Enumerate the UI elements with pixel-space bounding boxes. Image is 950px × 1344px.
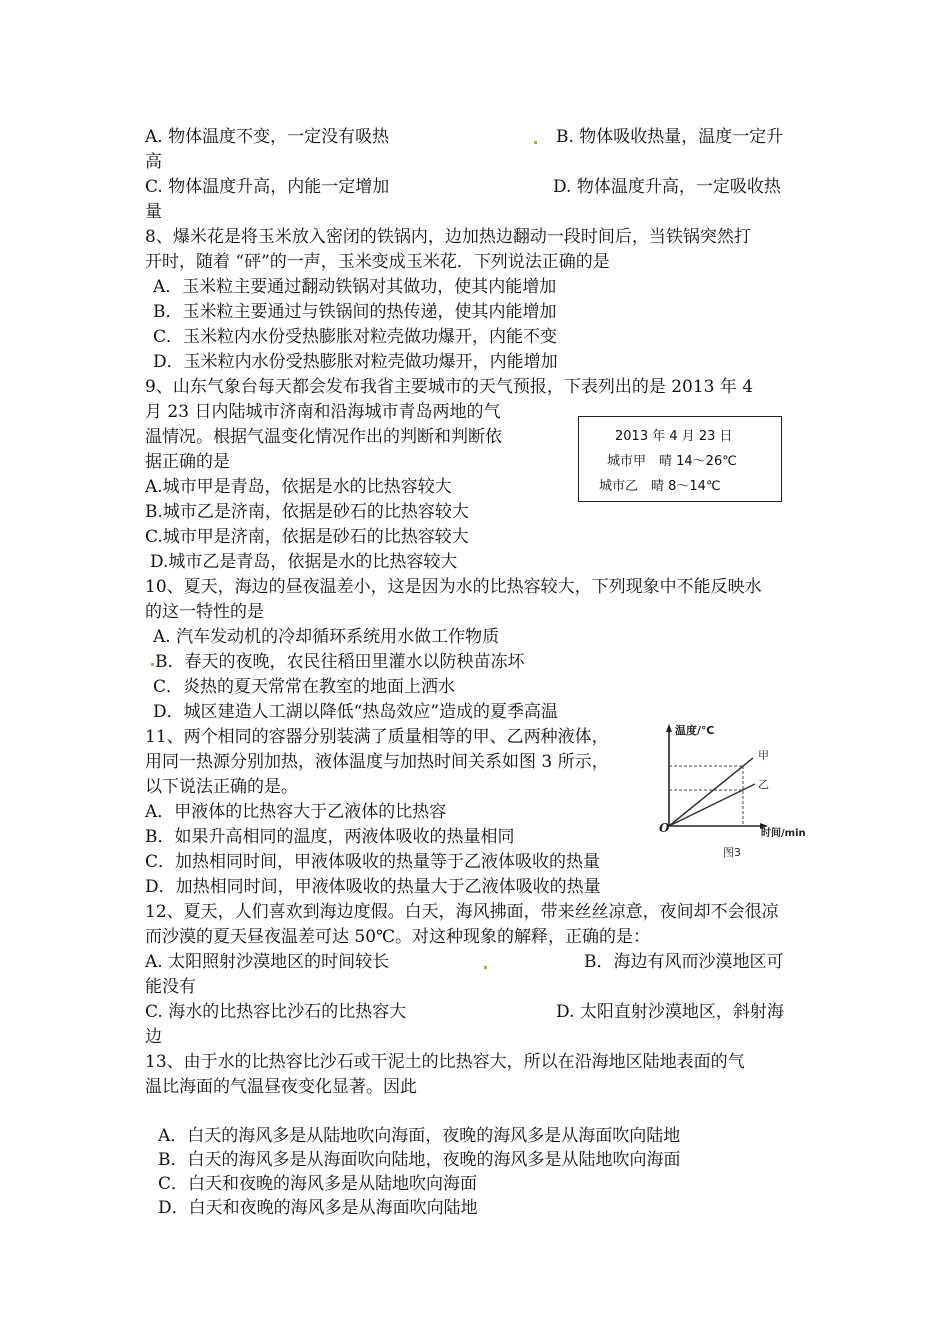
stray-mark — [151, 663, 154, 666]
q10-stem-line1: 10、夏天，海边的昼夜温差小，这是因为水的比热容较大，下列现象中不能反映水 — [145, 577, 762, 597]
origin-label: O — [659, 821, 670, 835]
q12-option-d-cont: 边 — [145, 1027, 162, 1047]
q11-stem-line2: 用同一热源分别加热，液体温度与加热时间关系如图 3 所示， — [145, 752, 609, 772]
q7-option-d: D. 物体温度升高，一定吸收热 — [553, 177, 781, 197]
q13-option-c: C．白天和夜晚的海风多是从陆地吹向海面 — [158, 1174, 478, 1194]
q7-option-c: C. 物体温度升高，内能一定增加 — [145, 177, 390, 197]
q13-option-d: D．白天和夜晚的海风多是从海面吹向陆地 — [158, 1198, 478, 1218]
q8-option-b: B．玉米粒主要通过与铁锅间的热传递，使其内能增加 — [153, 302, 557, 322]
weather-date: 2013 年 4 月 23 日 — [615, 429, 733, 444]
stray-mark — [534, 141, 537, 144]
weather-row-city-a: 城市甲 晴 14～26℃ — [607, 454, 737, 469]
stray-mark — [484, 966, 487, 969]
q13-option-b: B．白天的海风多是从海面吹向陆地，夜晚的海风多是从陆地吹向海面 — [158, 1150, 681, 1170]
q7-option-a: A. 物体温度不变，一定没有吸热 — [145, 127, 390, 147]
line-jia — [669, 758, 753, 826]
q11-stem-line1: 11、两个相同的容器分别装满了质量相等的甲、乙两种液体， — [145, 727, 609, 747]
q12-option-c: C. 海水的比热容比沙石的比热容大 — [145, 1002, 407, 1022]
weather-row-city-b: 城市乙 晴 8～14℃ — [599, 479, 721, 494]
q10-option-a: A. 汽车发动机的冷却循环系统用水做工作物质 — [153, 627, 500, 647]
q12-option-b: B．海边有风而沙漠地区可 — [584, 952, 784, 972]
q9-stem-line1: 9、山东气象台每天都会发布我省主要城市的天气预报，下表列出的是 2013 年 4 — [145, 377, 754, 397]
q13-stem-line2: 温比海面的气温昼夜变化显著。因此 — [145, 1077, 417, 1097]
q11-option-c: C．加热相同时间，甲液体吸收的热量等于乙液体吸收的热量 — [145, 852, 601, 872]
y-axis-arrow — [666, 724, 672, 732]
label-jia: 甲 — [758, 749, 769, 762]
q11-option-b: B．如果升高相同的温度，两液体吸收的热量相同 — [145, 827, 515, 847]
q7-option-d-cont: 量 — [145, 202, 162, 222]
q9-option-d: D.城市乙是青岛，依据是水的比热容较大 — [150, 552, 458, 572]
q8-stem-line2: 开时，随着 “砰”的一声，玉米变成玉米花．下列说法正确的是 — [145, 252, 610, 272]
q10-option-d: D．城区建造人工湖以降低“热岛效应”造成的夏季高温 — [153, 702, 559, 722]
q12-stem-line2: 而沙漠的夏天昼夜温差可达 50℃。对这种现象的解释，正确的是： — [145, 927, 651, 947]
q9-option-a: A.城市甲是青岛，依据是水的比热容较大 — [145, 477, 452, 497]
q9-stem-line2: 月 23 日内陆城市济南和沿海城市青岛两地的气 — [145, 402, 501, 422]
q7-option-b-cont: 高 — [145, 152, 162, 172]
q8-stem-line1: 8、爆米花是将玉米放入密闭的铁锅内，边加热边翻动一段时间后，当铁锅突然打 — [145, 227, 751, 247]
q10-option-b: B．春天的夜晚，农民往稻田里灌水以防秧苗冻坏 — [155, 652, 525, 672]
q8-option-d: D．玉米粒内水份受热膨胀对粒壳做功爆开，内能增加 — [153, 352, 558, 372]
q12-option-d: D. 太阳直射沙漠地区，斜射海 — [556, 1002, 784, 1022]
q10-stem-line2: 的这一特性的是 — [145, 602, 264, 622]
temperature-time-graph — [655, 722, 815, 867]
q12-option-b-cont: 能没有 — [145, 977, 196, 997]
q10-option-c: C．炎热的夏天常常在教室的地面上洒水 — [153, 677, 456, 697]
q12-option-a: A. 太阳照射沙漠地区的时间较长 — [145, 952, 390, 972]
q9-stem-line3: 温情况。根据气温变化情况作出的判断和判断依 — [145, 427, 502, 447]
q9-option-b: B.城市乙是济南，依据是砂石的比热容较大 — [145, 502, 469, 522]
q11-option-a: A．甲液体的比热容大于乙液体的比热容 — [145, 802, 447, 822]
q8-option-c: C．玉米粒内水份受热膨胀对粒壳做功爆开，内能不变 — [153, 327, 558, 347]
q8-option-a: A．玉米粒主要通过翻动铁锅对其做功，使其内能增加 — [153, 277, 557, 297]
y-axis-label: 温度/℃ — [675, 724, 715, 737]
q9-stem-line4: 据正确的是 — [145, 452, 230, 472]
q11-stem-line3: 以下说法正确的是。 — [145, 777, 298, 797]
figure-caption: 图3 — [723, 846, 741, 859]
q13-option-a: A．白天的海风多是从陆地吹向海面，夜晚的海风多是从海面吹向陆地 — [158, 1126, 681, 1146]
q13-stem-line1: 13、由于水的比热容比沙石或干泥土的比热容大，所以在沿海地区陆地表面的气 — [145, 1052, 745, 1072]
x-axis-label: 时间/min — [761, 828, 806, 839]
q7-option-b: B. 物体吸收热量，温度一定升 — [556, 127, 784, 147]
q11-option-d: D．加热相同时间，甲液体吸收的热量大于乙液体吸收的热量 — [145, 877, 601, 897]
q12-stem-line1: 12、夏天，人们喜欢到海边度假。白天，海风拂面，带来丝丝凉意，夜间却不会很凉 — [145, 902, 779, 922]
q9-option-c: C.城市甲是济南，依据是砂石的比热容较大 — [145, 527, 469, 547]
label-yi: 乙 — [758, 778, 769, 791]
weather-table — [578, 416, 782, 502]
